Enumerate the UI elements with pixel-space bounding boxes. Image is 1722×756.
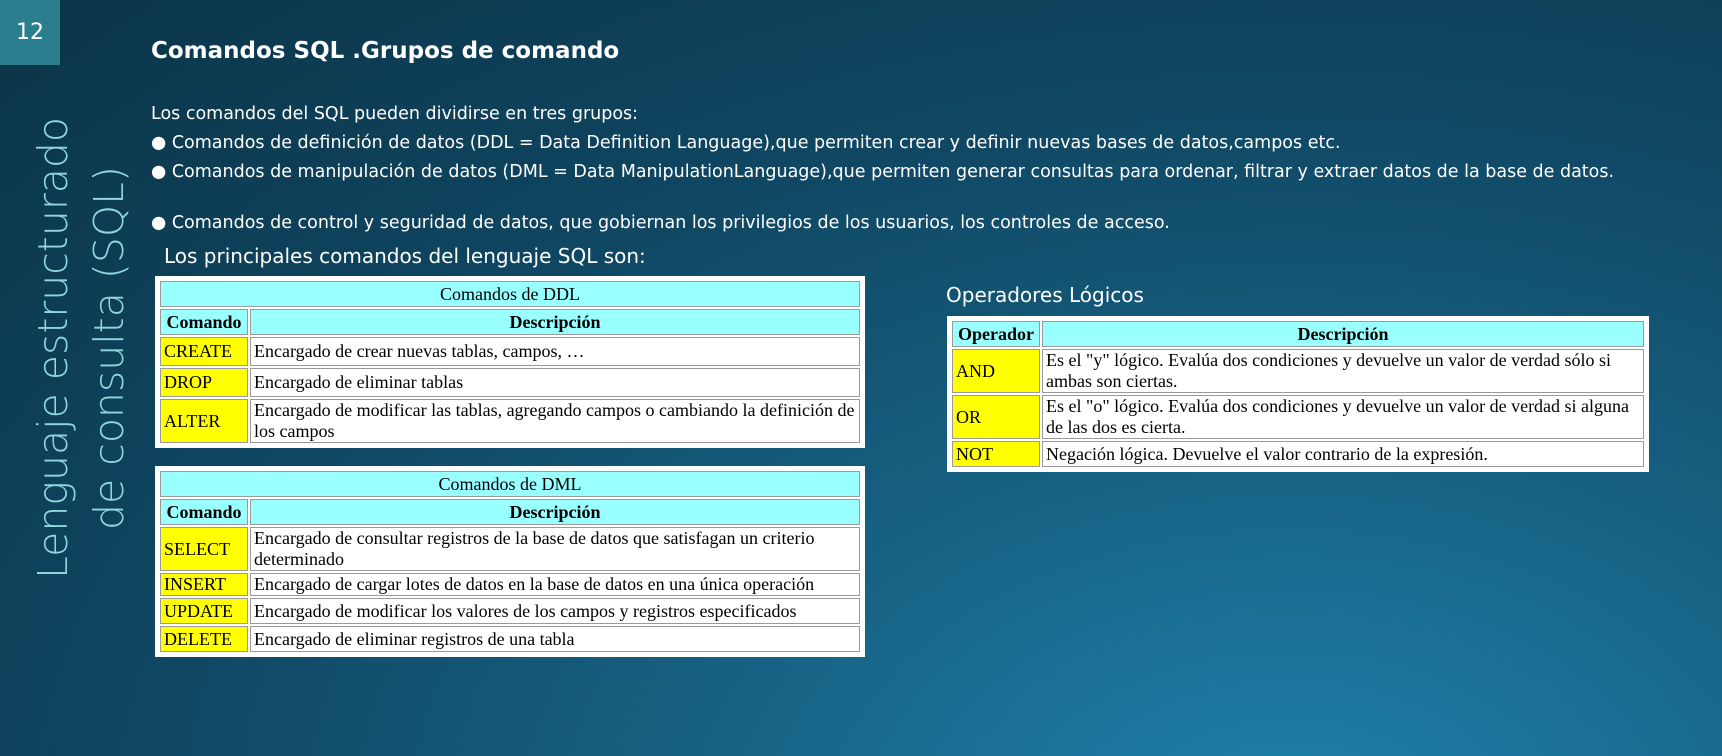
dml-desc-insert: Encargado de cargar lotes de datos en la base de datos en una única operación (250, 573, 860, 596)
ops-header-description: Descripción (1042, 321, 1644, 347)
ddl-cmd-drop: DROP (160, 368, 248, 397)
ddl-table (158, 279, 862, 445)
dml-cmd-insert: INSERT (160, 573, 248, 596)
ops-cmd-not: NOT (952, 441, 1040, 467)
side-title-container (26, 88, 136, 608)
side-title: Lenguaje estructurado de consulta (SQL) (29, 117, 133, 579)
ops-cmd-or: OR (952, 395, 1040, 439)
intro-bullet-ddl: ● Comandos de definición de datos (DDL = Data Definition Language),que permiten crear y definir nuevas bases de datos,campos etc. (151, 133, 1341, 153)
slide-number: 12 (0, 0, 60, 65)
operators-table-container (947, 316, 1649, 472)
table-row (952, 441, 1644, 467)
table-row (160, 368, 860, 397)
ops-header-operator: Operador (952, 321, 1040, 347)
ddl-header-description: Descripción (250, 309, 860, 335)
ddl-table-container (155, 276, 865, 448)
intro-line: Los comandos del SQL pueden dividirse en tres grupos: (151, 104, 639, 124)
dml-cmd-update: UPDATE (160, 598, 248, 624)
ops-cmd-and: AND (952, 349, 1040, 393)
dml-cmd-select: SELECT (160, 527, 248, 571)
table-row (952, 349, 1644, 393)
intro-bullet-control: ● Comandos de control y seguridad de datos, que gobiernan los privilegios de los usuarios, los controles de acceso. (151, 213, 1170, 233)
main-commands-subtitle: Los principales comandos del lenguaje SQL son: (164, 244, 646, 268)
dml-header-command: Comando (160, 499, 248, 525)
ddl-desc-alter: Encargado de modificar las tablas, agregando campos o cambiando la definición de los campos (250, 399, 860, 443)
ddl-desc-drop: Encargado de eliminar tablas (250, 368, 860, 397)
table-row (952, 395, 1644, 439)
dml-table (158, 469, 862, 654)
ddl-caption: Comandos de DDL (160, 281, 860, 307)
logical-operators-subtitle: Operadores Lógicos (946, 283, 1144, 307)
dml-cmd-delete: DELETE (160, 626, 248, 652)
intro-bullet-dml: ● Comandos de manipulación de datos (DML = Data ManipulationLanguage),que permiten generar consultas para ordenar, filtrar y extraer datos de la base de datos. (151, 162, 1615, 182)
ops-desc-and: Es el "y" lógico. Evalúa dos condiciones y devuelve un valor de verdad sólo si ambas son ciertas. (1042, 349, 1644, 393)
table-row (160, 598, 860, 624)
table-row (160, 626, 860, 652)
table-row (160, 399, 860, 443)
table-row (160, 527, 860, 571)
table-row (160, 573, 860, 596)
dml-table-container (155, 466, 865, 657)
dml-desc-delete: Encargado de eliminar registros de una tabla (250, 626, 860, 652)
ddl-header-command: Comando (160, 309, 248, 335)
dml-desc-select: Encargado de consultar registros de la base de datos que satisfagan un criterio determinado (250, 527, 860, 571)
dml-caption: Comandos de DML (160, 471, 860, 497)
operators-table (950, 319, 1646, 469)
dml-header-description: Descripción (250, 499, 860, 525)
dml-desc-update: Encargado de modificar los valores de los campos y registros especificados (250, 598, 860, 624)
ops-desc-or: Es el "o" lógico. Evalúa dos condiciones y devuelve un valor de verdad si alguna de las dos es cierta. (1042, 395, 1644, 439)
table-row (160, 337, 860, 366)
intro-text (151, 100, 1681, 238)
ddl-cmd-create: CREATE (160, 337, 248, 366)
ddl-desc-create: Encargado de crear nuevas tablas, campos, … (250, 337, 860, 366)
ops-desc-not: Negación lógica. Devuelve el valor contrario de la expresión. (1042, 441, 1644, 467)
ddl-cmd-alter: ALTER (160, 399, 248, 443)
slide-heading: Comandos SQL .Grupos de comando (151, 38, 620, 64)
